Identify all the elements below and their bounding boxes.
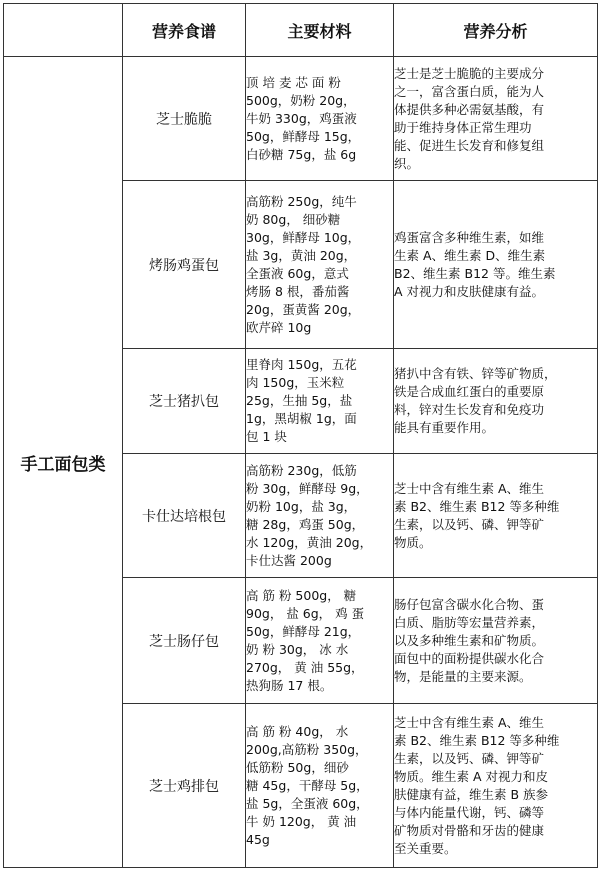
materials-line: 200g,高筋粉 350g， — [246, 741, 368, 757]
materials-line: 欧芹碎 10g — [246, 319, 312, 335]
materials-cell — [246, 181, 394, 349]
analysis-cell — [394, 578, 598, 704]
category-cell: 手工面包类 — [4, 57, 123, 868]
materials-line: 500g，奶粉 20g， — [246, 92, 356, 108]
analysis-line: 生素 A、维生素 D、维生素 — [394, 247, 546, 263]
analysis-line: 猪扒中含有铁、锌等矿物质， — [394, 366, 557, 381]
analysis-line: 能具有重要作用。 — [394, 420, 495, 435]
analysis-cell — [394, 57, 598, 181]
analysis-line: 铁是合成血红蛋白的重要原 — [394, 384, 545, 399]
analysis-line: B2、维生素 B12 等。维生素 — [394, 265, 556, 281]
analysis-line: 白质、脂肪等宏量营养素， — [394, 614, 545, 630]
header-recipe: 营养食谱 — [123, 4, 246, 57]
materials-line: 烤肠 8 根，番茄酱 — [246, 283, 350, 299]
materials-line: 奶粉 10g，盐 3g， — [246, 498, 357, 514]
materials-line: 45g — [246, 831, 270, 847]
materials-line: 270g， 黄 油 55g， — [246, 659, 364, 675]
analysis-line: 芝士中含有维生素 A、维生 — [394, 480, 545, 496]
materials-line: 肉 150g，玉米粒 — [246, 375, 345, 390]
analysis-line: 能、促进生长发育和修复组 — [394, 137, 545, 153]
analysis-cell — [394, 704, 598, 868]
materials-line: 50g，鲜酵母 15g， — [246, 128, 361, 144]
dish-name: 芝士鸡排包 — [123, 704, 246, 868]
materials-cell — [246, 578, 394, 704]
materials-line: 高筋粉 250g，纯牛 — [246, 193, 357, 209]
analysis-line: 料，锌对生长发育和免疫功 — [394, 402, 545, 417]
analysis-line: 之一，富含蛋白质，能为人 — [394, 83, 545, 99]
analysis-line: 肠仔包富含碳水化合物、蛋 — [394, 596, 545, 612]
analysis-cell — [394, 454, 598, 578]
materials-line: 高 筋 粉 40g， 水 — [246, 723, 349, 739]
materials-line: 20g，蛋黄酱 20g， — [246, 301, 361, 317]
analysis-line: 与体内能量代谢，钙、磷等 — [394, 804, 545, 820]
analysis-line: 以及多种维生素和矿物质。 — [394, 632, 545, 648]
materials-line: 包 1 块 — [246, 429, 287, 444]
materials-line: 牛 奶 120g， 黄 油 — [246, 813, 357, 829]
materials-line: 粉 30g，鲜酵母 9g， — [246, 480, 369, 496]
materials-line: 低筋粉 50g，细砂 — [246, 759, 349, 775]
materials-cell — [246, 57, 394, 181]
materials-line: 30g，鲜酵母 10g， — [246, 229, 361, 245]
analysis-line: 生素，以及钙、磷、钾等矿 — [394, 750, 545, 766]
materials-line: 50g，鲜酵母 21g， — [246, 623, 361, 639]
nutrition-table — [3, 3, 598, 868]
materials-line: 顶 培 麦 芯 面 粉 — [246, 74, 341, 90]
analysis-line: 物质。维生素 A 对视力和皮 — [394, 768, 548, 784]
materials-line: 牛奶 330g，鸡蛋液 — [246, 110, 357, 126]
analysis-line: 矿物质对骨骼和牙齿的健康 — [394, 822, 545, 838]
materials-line: 奶 80g， 细砂糖 — [246, 211, 341, 227]
dish-name: 芝士肠仔包 — [123, 578, 246, 704]
materials-line: 糖 45g，干酵母 5g， — [246, 777, 369, 793]
materials-line: 水 120g，黄油 20g， — [246, 534, 373, 550]
analysis-line: 体提供多种必需氨基酸，有 — [394, 101, 545, 117]
header-row — [4, 4, 598, 57]
analysis-line: A 对视力和皮肤健康有益。 — [394, 283, 545, 299]
header-analysis: 营养分析 — [394, 4, 598, 57]
materials-cell — [246, 349, 394, 454]
materials-line: 高筋粉 230g，低筋 — [246, 462, 357, 478]
analysis-line: 肤健康有益，维生素 B 族参 — [394, 786, 549, 802]
header-empty — [4, 4, 123, 57]
materials-line: 盐 3g，黄油 20g， — [246, 247, 357, 263]
materials-line: 卡仕达酱 200g — [246, 552, 332, 568]
analysis-line: 助于维持身体正常生理功 — [394, 119, 532, 135]
materials-line: 25g，生抽 5g，盐 — [246, 393, 353, 408]
header-materials: 主要材料 — [246, 4, 394, 57]
analysis-line: 鸡蛋富含多种维生素，如维 — [394, 229, 545, 245]
materials-line: 白砂糖 75g，盐 6g — [246, 146, 357, 162]
analysis-line: 物，是能量的主要来源。 — [394, 668, 532, 684]
dish-name: 芝士脆脆 — [123, 57, 246, 181]
analysis-line: 至关重要。 — [394, 840, 457, 856]
materials-line: 全蛋液 60g，意式 — [246, 265, 349, 281]
materials-line: 糖 28g，鸡蛋 50g， — [246, 516, 365, 532]
materials-line: 热狗肠 17 根。 — [246, 677, 333, 693]
analysis-line: 织。 — [394, 155, 420, 171]
analysis-line: 芝士中含有维生素 A、维生 — [394, 714, 545, 730]
analysis-line: 面包中的面粉提供碳水化合 — [394, 650, 545, 666]
analysis-line: 物质。 — [394, 534, 432, 550]
dish-name: 卡仕达培根包 — [123, 454, 246, 578]
materials-cell — [246, 704, 394, 868]
analysis-cell — [394, 349, 598, 454]
analysis-line: 生素，以及钙、磷、钾等矿 — [394, 516, 545, 532]
analysis-line: 芝士是芝士脆脆的主要成分 — [394, 65, 545, 81]
materials-line: 高 筋 粉 500g， 糖 — [246, 587, 357, 603]
analysis-line: 素 B2、维生素 B12 等多种维 — [394, 732, 560, 748]
dish-name: 烤肠鸡蛋包 — [123, 181, 246, 349]
materials-cell — [246, 454, 394, 578]
materials-line: 盐 5g，全蛋液 60g， — [246, 795, 369, 811]
analysis-line: 素 B2、维生素 B12 等多种维 — [394, 498, 560, 514]
materials-line: 90g， 盐 6g， 鸡 蛋 — [246, 605, 365, 621]
materials-line: 1g，黑胡椒 1g，面 — [246, 411, 357, 426]
dish-name: 芝士猪扒包 — [123, 349, 246, 454]
table-row — [4, 57, 598, 181]
materials-line: 奶 粉 30g， 冰 水 — [246, 641, 349, 657]
analysis-cell — [394, 181, 598, 349]
materials-line: 里脊肉 150g，五花 — [246, 357, 357, 372]
